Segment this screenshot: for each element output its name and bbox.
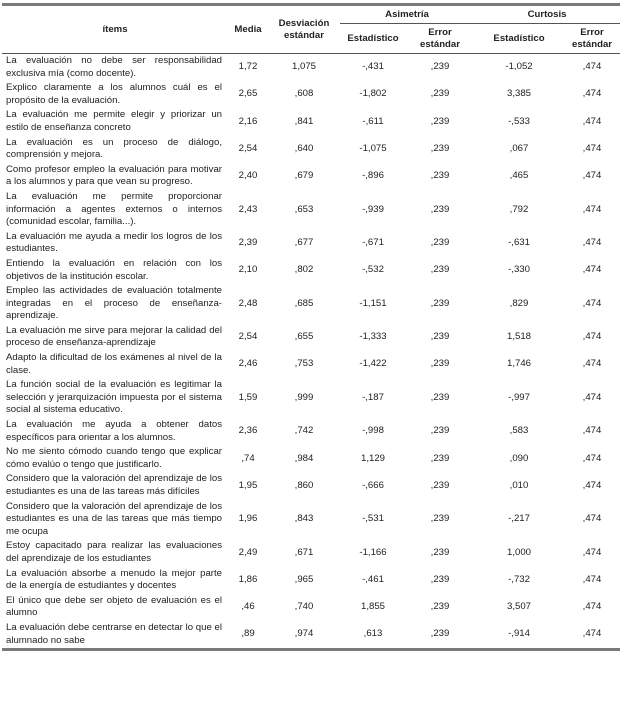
cell-asim-err: ,239 <box>430 61 450 73</box>
cell-asim: -,611 <box>362 115 384 127</box>
cell-desv: ,974 <box>268 621 340 650</box>
cell-curt: -,330 <box>508 264 530 276</box>
cell-media: 2,48 <box>238 297 258 309</box>
cell-desv: ,640 <box>294 142 314 154</box>
table-row <box>2 108 620 135</box>
cell-curt-err: ,474 <box>582 142 602 154</box>
cell-desv: ,685 <box>294 297 314 309</box>
table-row <box>2 418 620 445</box>
cell-asim: -,531 <box>362 513 384 525</box>
table-row <box>2 230 620 257</box>
cell-asim: -1,333 <box>359 331 387 343</box>
cell-desv: ,740 <box>294 601 314 613</box>
cell-desv: ,843 <box>294 513 314 525</box>
cell-desv: ,999 <box>294 391 314 403</box>
cell-desv: ,677 <box>294 237 314 249</box>
cell-media: 2,54 <box>238 331 258 343</box>
cell-desv: ,608 <box>294 88 314 100</box>
cell-desv: ,802 <box>294 264 314 276</box>
cell-item: La evaluación me ayuda a obtener datos específicos para orientar a los alumnos. <box>6 419 222 443</box>
cell-media: 2,49 <box>238 546 258 558</box>
cell-desv: ,679 <box>294 170 314 182</box>
cell-curt-err: ,474 <box>582 115 602 127</box>
cell-item: Considero que la valoración del aprendizaje de los estudiantes es una de las tareas que más tiempo me ocupa <box>6 500 222 537</box>
cell-asim: -,461 <box>362 573 384 585</box>
table-row <box>2 284 620 324</box>
cell-curt: ,829 <box>509 297 529 309</box>
header-asim-estadistico: Estadístico <box>340 24 406 54</box>
table-row <box>2 539 620 566</box>
table-row <box>2 81 620 108</box>
cell-curt: 1,746 <box>507 358 532 370</box>
table-row <box>2 54 620 82</box>
table-row <box>2 163 620 190</box>
cell-curt: ,792 <box>509 203 529 215</box>
table-row <box>2 567 620 594</box>
cell-media: 2,65 <box>238 88 258 100</box>
cell-asim-err: ,239 <box>430 264 450 276</box>
cell-item: La evaluación me ayuda a medir los logros de los estudiantes. <box>6 230 222 255</box>
cell-asim-err: ,239 <box>430 452 450 464</box>
cell-curt-err: ,474 <box>582 358 602 370</box>
header-curt-estadistico: Estadístico <box>474 24 564 54</box>
header-curt-error: Error estándar <box>564 24 620 54</box>
cell-curt: ,090 <box>509 452 529 464</box>
cell-item: Explico claramente a los alumnos cuál es el propósito de la evaluación. <box>6 82 222 106</box>
cell-asim: -,431 <box>362 61 384 73</box>
cell-asim: -,187 <box>362 391 384 403</box>
cell-asim: 1,129 <box>360 452 385 464</box>
cell-desv: ,860 <box>294 479 314 491</box>
cell-curt-err: ,474 <box>582 391 602 403</box>
cell-item: Considero que la valoración del aprendizaje de los estudiantes es una de las tareas más difíciles <box>6 473 222 497</box>
cell-curt-err: ,474 <box>582 601 602 613</box>
table-row <box>2 190 620 230</box>
cell-media: ,46 <box>241 601 255 613</box>
cell-asim-err: ,239 <box>430 425 450 437</box>
cell-curt-err: ,474 <box>582 331 602 343</box>
cell-curt: -,217 <box>508 513 530 525</box>
cell-media: 2,16 <box>238 115 258 127</box>
cell-asim-err: ,239 <box>430 237 450 249</box>
cell-desv: ,742 <box>294 425 314 437</box>
cell-item: Adapto la dificultad de los exámenes al nivel de la clase. <box>6 352 222 376</box>
cell-curt-err: ,474 <box>582 61 602 73</box>
cell-curt: -1,052 <box>505 61 533 73</box>
table-row <box>2 136 620 163</box>
cell-asim-err: ,239 <box>430 601 450 613</box>
cell-curt-err: ,474 <box>582 237 602 249</box>
cell-asim-err: ,239 <box>430 546 450 558</box>
cell-media: 1,72 <box>238 61 258 73</box>
cell-curt: -,997 <box>508 391 530 403</box>
cell-media: 2,40 <box>238 170 258 182</box>
cell-curt-err: ,474 <box>582 573 602 585</box>
cell-asim: -,532 <box>362 264 384 276</box>
cell-item: La evaluación me permite elegir y priorizar un estilo de enseñanza concreto <box>6 109 222 133</box>
cell-curt-err: ,474 <box>582 479 602 491</box>
cell-asim: ,613 <box>340 621 406 650</box>
cell-media: 1,86 <box>238 573 258 585</box>
cell-item: La evaluación es un proceso de diálogo, comprensión y mejora. <box>6 136 222 161</box>
cell-asim-err: ,239 <box>430 573 450 585</box>
cell-media: 2,54 <box>238 142 258 154</box>
cell-item: La evaluación absorbe a menudo la mejor parte de la energía de estudiantes y docentes <box>6 567 222 592</box>
cell-item: La evaluación no debe ser responsabilidad exclusiva mía (como docente). <box>6 55 222 79</box>
cell-asim: 1,855 <box>360 601 385 613</box>
cell-curt-err: ,474 <box>582 546 602 558</box>
cell-curt: ,067 <box>509 142 529 154</box>
cell-curt: -,914 <box>474 621 564 650</box>
table-row <box>2 445 620 472</box>
cell-curt-err: ,474 <box>564 621 620 650</box>
cell-asim: -1,166 <box>359 546 387 558</box>
cell-item: La evaluación me sirve para mejorar la calidad del proceso de enseñanza-aprendizaje <box>6 324 222 349</box>
table-body <box>2 54 620 650</box>
cell-item: La evaluación me permite proporcionar información a agentes externos o internos (comunidad escolar, familia...). <box>6 190 222 228</box>
header-media: Media <box>228 5 268 54</box>
cell-curt-err: ,474 <box>582 203 602 215</box>
cell-curt-err: ,474 <box>582 513 602 525</box>
cell-media: 2,39 <box>238 237 258 249</box>
header-asimetria: Asimetría <box>340 5 474 24</box>
cell-asim: -,666 <box>362 479 384 491</box>
cell-asim: -,998 <box>362 425 384 437</box>
cell-desv: ,841 <box>294 115 314 127</box>
table-row <box>2 594 620 621</box>
cell-asim: -1,422 <box>359 358 387 370</box>
cell-asim-err: ,239 <box>430 513 450 525</box>
cell-asim: -1,802 <box>359 88 387 100</box>
header-items: ítems <box>2 5 228 54</box>
cell-item: Empleo las actividades de evaluación totalmente integradas en el proceso de enseñanza-aprendizaje. <box>6 285 222 322</box>
cell-curt: -,732 <box>508 573 530 585</box>
cell-curt-err: ,474 <box>582 170 602 182</box>
cell-curt: 1,000 <box>507 546 532 558</box>
cell-desv: 1,075 <box>291 61 316 73</box>
header-desviacion: Desviación estándar <box>268 5 340 54</box>
cell-asim-err: ,239 <box>430 391 450 403</box>
cell-media: 2,43 <box>238 203 258 215</box>
cell-desv: ,984 <box>294 452 314 464</box>
cell-asim: -,896 <box>362 170 384 182</box>
cell-curt: -,533 <box>508 115 530 127</box>
cell-curt-err: ,474 <box>582 425 602 437</box>
table-row <box>2 621 620 650</box>
cell-curt: 3,385 <box>507 88 532 100</box>
cell-desv: ,965 <box>294 573 314 585</box>
cell-asim-err: ,239 <box>430 479 450 491</box>
cell-curt: -,631 <box>508 237 530 249</box>
cell-asim: -,671 <box>362 237 384 249</box>
cell-asim-err: ,239 <box>430 297 450 309</box>
table-row <box>2 351 620 378</box>
cell-asim: -1,075 <box>359 142 387 154</box>
cell-item: El único que debe ser objeto de evaluación es el alumno <box>6 594 222 619</box>
cell-item: No me siento cómodo cuando tengo que explicar cómo evalúo o tengo que justificarlo. <box>6 446 222 470</box>
cell-curt: ,583 <box>509 425 529 437</box>
cell-desv: ,653 <box>294 203 314 215</box>
cell-media: 2,46 <box>238 358 258 370</box>
cell-media: 2,36 <box>238 425 258 437</box>
cell-asim-err: ,239 <box>430 115 450 127</box>
cell-asim-err: ,239 <box>430 203 450 215</box>
header-curtosis: Curtosis <box>474 5 620 24</box>
cell-curt-err: ,474 <box>582 297 602 309</box>
cell-asim: -,939 <box>362 203 384 215</box>
header-asim-error: Error estándar <box>406 24 474 54</box>
cell-curt: 1,518 <box>507 331 532 343</box>
cell-asim-err: ,239 <box>430 358 450 370</box>
cell-curt: ,465 <box>509 170 529 182</box>
cell-desv: ,753 <box>294 358 314 370</box>
cell-asim: -1,151 <box>359 297 387 309</box>
cell-item: La evaluación debe centrarse en detectar lo que el alumnado no sabe <box>2 621 228 650</box>
cell-item: Como profesor empleo la evaluación para motivar a los alumnos y para que vean su progreso. <box>6 163 222 188</box>
table-row <box>2 324 620 351</box>
cell-asim-err: ,239 <box>406 621 474 650</box>
cell-media: 1,96 <box>238 513 258 525</box>
cell-curt-err: ,474 <box>582 88 602 100</box>
cell-curt: 3,507 <box>507 601 532 613</box>
table-row <box>2 378 620 418</box>
cell-item: Estoy capacitado para realizar las evaluaciones del aprendizaje de los estudiantes <box>6 540 222 564</box>
cell-media: 2,10 <box>238 264 258 276</box>
cell-media: 1,95 <box>238 479 258 491</box>
cell-asim-err: ,239 <box>430 170 450 182</box>
cell-curt: ,010 <box>509 479 529 491</box>
cell-curt-err: ,474 <box>582 264 602 276</box>
table-row <box>2 500 620 540</box>
cell-asim-err: ,239 <box>430 142 450 154</box>
table-row <box>2 257 620 284</box>
cell-asim-err: ,239 <box>430 88 450 100</box>
cell-item: La función social de la evaluación es legitimar la selección y jerarquización impuesta por el sistema social al sistema educativo. <box>6 379 222 416</box>
cell-item: Entiendo la evaluación en relación con los objetivos de la institución escolar. <box>6 257 222 282</box>
cell-curt-err: ,474 <box>582 452 602 464</box>
cell-desv: ,671 <box>294 546 314 558</box>
table-row <box>2 472 620 499</box>
cell-asim-err: ,239 <box>430 331 450 343</box>
cell-media: ,74 <box>241 452 255 464</box>
cell-media: 1,59 <box>238 391 258 403</box>
cell-desv: ,655 <box>294 331 314 343</box>
statistics-table <box>2 3 620 651</box>
cell-media: ,89 <box>228 621 268 650</box>
